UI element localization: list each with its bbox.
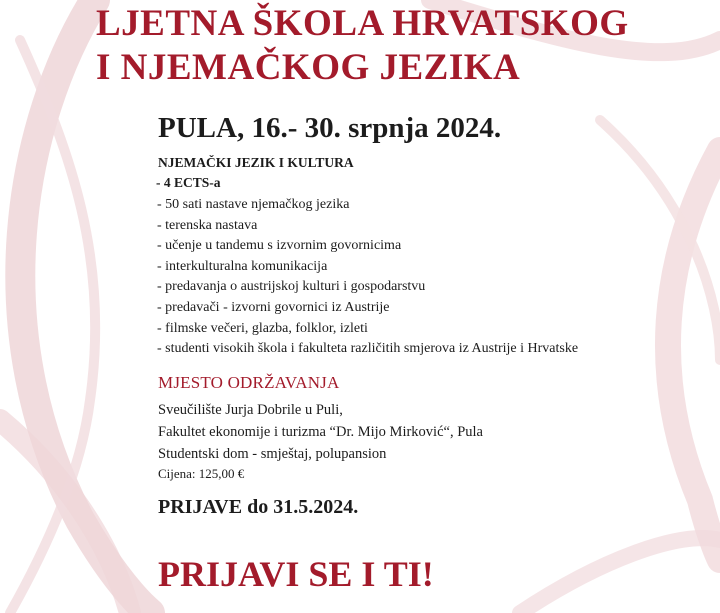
list-item: - filmske večeri, glazba, folklor, izleti	[157, 320, 368, 336]
application-deadline: PRIJAVE do 31.5.2024.	[158, 496, 359, 518]
list-item: - terenska nastava	[157, 217, 258, 233]
list-item: - studenti visokih škola i fakulteta različitih smjerova iz Austrije i Hrvatske	[157, 341, 579, 357]
title-line-2: I NJEMAČKOG JEZIKA	[96, 47, 521, 88]
venue-line: Sveučilište Jurja Dobrile u Puli,	[158, 402, 343, 418]
ects-credits: - 4 ECTS-a	[156, 175, 221, 190]
call-to-action: PRIJAVI SE I TI!	[158, 554, 434, 594]
program-heading: NJEMAČKI JEZIK I KULTURA	[158, 155, 354, 170]
list-item: - učenje u tandemu s izvornim govornicima	[157, 238, 402, 254]
venue-heading: MJESTO ODRŽAVANJA	[158, 373, 340, 392]
list-item: - interkulturalna komunikacija	[157, 258, 328, 274]
title-line-1: LJETNA ŠKOLA HRVATSKOG	[96, 3, 629, 44]
venue-line: Studentski dom - smještaj, polupansion	[158, 446, 387, 462]
price: Cijena: 125,00 €	[158, 466, 245, 481]
venue-line: Fakultet ekonomije i turizma “Dr. Mijo Mirković“, Pula	[158, 424, 483, 440]
list-item: - 50 sati nastave njemačkog jezika	[157, 197, 350, 212]
list-item: - predavači - izvorni govornici iz Austrije	[157, 299, 390, 315]
list-item: - predavanja o austrijskoj kulturi i gospodarstvu	[157, 279, 426, 295]
venue-address	[158, 399, 483, 465]
event-dates: PULA, 16.- 30. srpnja 2024.	[158, 112, 502, 144]
program-feature-list	[157, 195, 578, 360]
